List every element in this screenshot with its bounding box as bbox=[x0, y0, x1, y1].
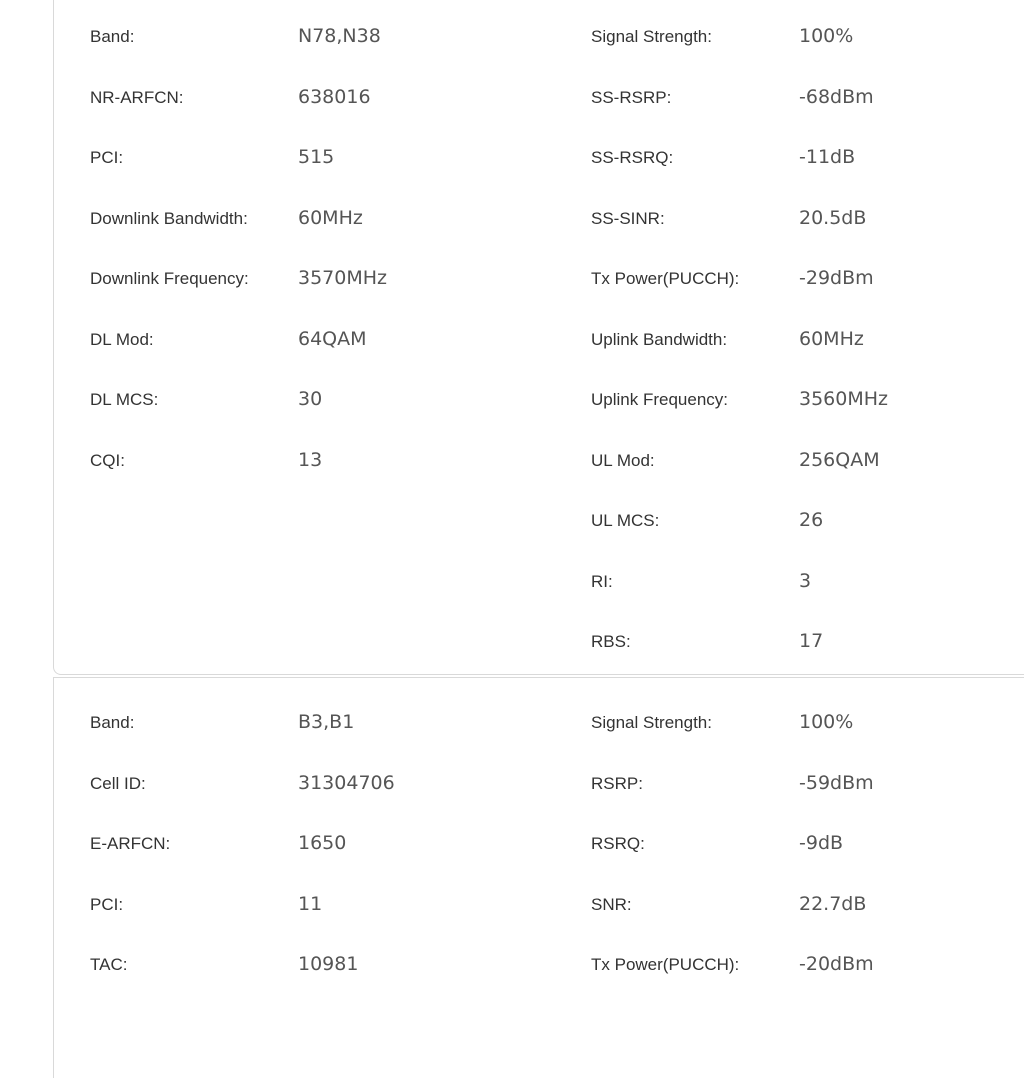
info-value: 60MHz bbox=[799, 327, 864, 350]
info-label: Cell ID: bbox=[90, 773, 146, 793]
info-label: DL MCS: bbox=[90, 390, 159, 409]
info-label: SS-SINR: bbox=[591, 208, 665, 228]
info-label: SS-RSRQ: bbox=[591, 148, 674, 167]
info-value: 20.5dB bbox=[799, 206, 867, 229]
nr-status-card bbox=[53, 0, 1024, 675]
info-value: -11dB bbox=[799, 146, 856, 168]
info-value: -29dBm bbox=[799, 267, 874, 289]
info-value: 3570MHz bbox=[298, 267, 388, 289]
info-label: RSRP: bbox=[591, 773, 643, 793]
info-label: DL Mod: bbox=[90, 329, 154, 349]
info-label: RSRQ: bbox=[591, 834, 645, 853]
info-value: N78,N38 bbox=[298, 25, 381, 47]
info-label: CQI: bbox=[90, 450, 125, 470]
info-label: Band: bbox=[90, 713, 135, 732]
info-value: 515 bbox=[298, 146, 335, 168]
info-label: Signal Strength: bbox=[591, 27, 712, 46]
info-value: -59dBm bbox=[799, 771, 874, 794]
info-value: 64QAM bbox=[298, 327, 367, 350]
info-label: RI: bbox=[591, 571, 613, 591]
info-value: 26 bbox=[799, 509, 824, 531]
info-label: Downlink Frequency: bbox=[90, 269, 249, 288]
info-label: UL Mod: bbox=[591, 450, 655, 470]
info-label: Uplink Frequency: bbox=[591, 390, 729, 409]
info-value: 60MHz bbox=[298, 206, 363, 229]
info-value: 17 bbox=[799, 630, 824, 652]
info-value: B3,B1 bbox=[298, 711, 355, 733]
info-value: 3 bbox=[799, 569, 812, 592]
info-value: 31304706 bbox=[298, 771, 395, 794]
info-label: RBS: bbox=[591, 632, 631, 651]
info-value: -9dB bbox=[799, 832, 844, 854]
info-label: PCI: bbox=[90, 148, 124, 167]
info-label: Tx Power(PUCCH): bbox=[591, 269, 740, 288]
info-label: UL MCS: bbox=[591, 511, 660, 530]
info-label: TAC: bbox=[90, 955, 128, 974]
info-value: -20dBm bbox=[799, 953, 874, 975]
info-value: 1650 bbox=[298, 832, 347, 854]
info-label: SNR: bbox=[591, 894, 632, 914]
lte-status-card bbox=[53, 677, 1024, 1078]
info-label: Tx Power(PUCCH): bbox=[591, 955, 740, 974]
info-value: 256QAM bbox=[799, 448, 880, 471]
info-label: PCI: bbox=[90, 894, 124, 914]
info-label: Uplink Bandwidth: bbox=[591, 329, 728, 349]
info-label: SS-RSRP: bbox=[591, 87, 672, 107]
info-value: 10981 bbox=[298, 953, 359, 975]
info-value: 13 bbox=[298, 448, 323, 471]
info-value: 3560MHz bbox=[799, 388, 889, 410]
info-value: 30 bbox=[298, 388, 323, 410]
info-label: Band: bbox=[90, 27, 135, 46]
info-value: 11 bbox=[298, 892, 323, 915]
info-label: Downlink Bandwidth: bbox=[90, 208, 248, 228]
info-label: Signal Strength: bbox=[591, 713, 712, 732]
info-value: 100% bbox=[799, 25, 854, 47]
info-value: -68dBm bbox=[799, 85, 874, 108]
info-label: E-ARFCN: bbox=[90, 834, 171, 853]
info-value: 638016 bbox=[298, 85, 371, 108]
info-value: 100% bbox=[799, 711, 854, 733]
info-value: 22.7dB bbox=[799, 892, 867, 915]
info-label: NR-ARFCN: bbox=[90, 87, 184, 107]
